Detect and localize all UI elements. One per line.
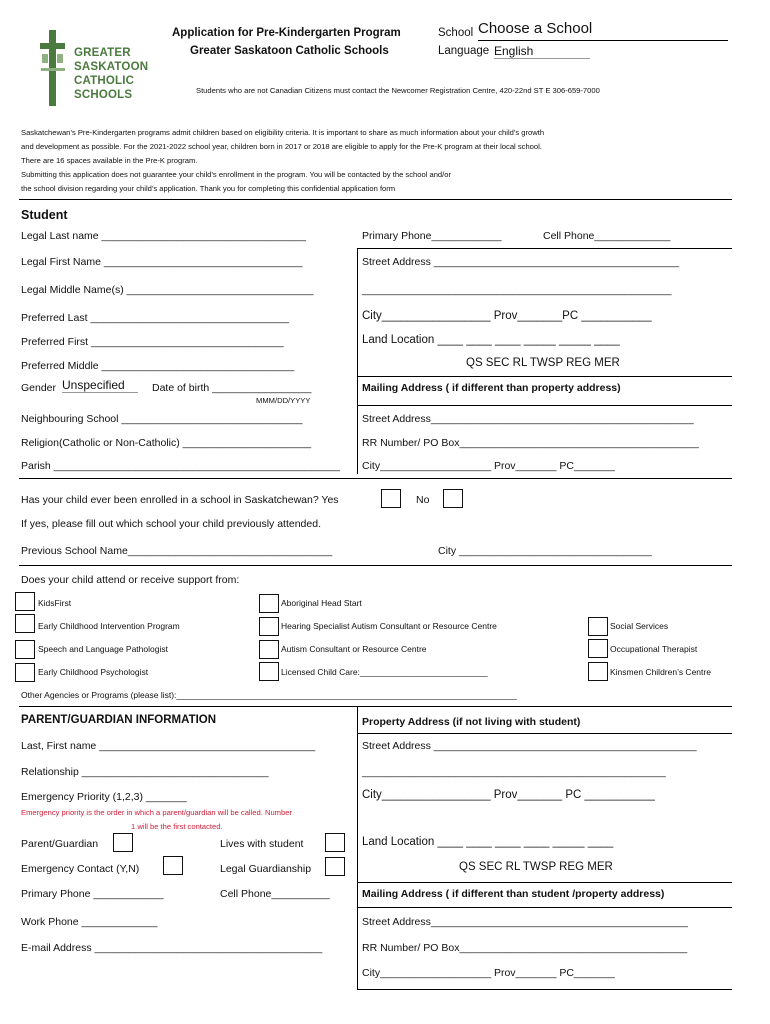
emergency-priority-field[interactable]: Emergency Priority (1,2,3) _______ — [21, 791, 187, 803]
occupational-therapist-checkbox[interactable] — [588, 639, 608, 658]
newcomer-note: Students who are not Canadian Citizens must contact the Newcomer Registration Centre, 420-22nd ST E 306-659-7000 — [196, 86, 600, 95]
divider — [19, 706, 732, 707]
divider — [357, 706, 358, 990]
enrolled-no-label: No — [416, 494, 430, 506]
enrolled-followup: If yes, please fill out which school your child previously attended. — [21, 518, 321, 530]
cell-phone-field[interactable]: Cell Phone_____________ — [543, 230, 671, 242]
licensed-child-care-field[interactable]: Licensed Child Care:___________________________ — [281, 667, 488, 677]
rr-number-field[interactable]: RR Number/ PO Box_________________________________________ — [362, 437, 699, 449]
logo-line: CATHOLIC — [74, 75, 135, 87]
enrolled-yes-checkbox[interactable] — [381, 489, 401, 508]
intro-paragraph — [21, 126, 544, 196]
legal-middle-name-field[interactable]: Legal Middle Name(s) ________________________________ — [21, 284, 314, 296]
date-of-birth-field[interactable]: Date of birth _________________ — [152, 382, 312, 394]
speech-language-checkbox[interactable] — [15, 640, 35, 659]
divider — [358, 376, 732, 377]
support-question: Does your child attend or receive support from: — [21, 574, 240, 586]
kidsfirst-checkbox[interactable] — [15, 592, 35, 611]
dob-format-hint: MMM/DD/YYYY — [256, 396, 311, 405]
preferred-middle-field[interactable]: Preferred Middle _________________________________ — [21, 360, 295, 372]
land-location-headers: QS SEC RL TWSP REG MER — [466, 357, 620, 369]
religion-field[interactable]: Religion(Catholic or Non-Catholic) ______________________ — [21, 437, 312, 449]
previous-city-field[interactable]: City _________________________________ — [438, 545, 652, 557]
social-services-checkbox[interactable] — [588, 617, 608, 636]
school-select[interactable] — [478, 20, 728, 41]
kidsfirst-label: KidsFirst — [38, 598, 72, 608]
school-logo — [38, 30, 149, 110]
divider — [358, 248, 732, 249]
divider — [358, 989, 732, 990]
occupational-therapist-label: Occupational Therapist — [610, 644, 698, 654]
divider — [19, 565, 732, 566]
school-label: School — [438, 27, 474, 39]
intro-line: the school division regarding your child’s application. Thank you for completing this confidential application form — [21, 184, 396, 193]
parent-guardian-checkbox[interactable] — [113, 833, 133, 852]
lives-with-checkbox[interactable] — [325, 833, 345, 852]
parent-land-location-field[interactable]: Land Location ____ ____ ____ ____ _____ ____ — [362, 836, 614, 848]
land-location-field[interactable]: Land Location ____ ____ ____ _____ _____ ____ — [362, 334, 620, 346]
parent-name-field[interactable]: Last, First name _____________________________________ — [21, 740, 316, 752]
divider — [358, 405, 732, 406]
divider — [19, 199, 732, 200]
divider — [358, 882, 732, 883]
mailing-city-field[interactable]: City___________________ Prov_______ PC_______ — [362, 460, 615, 472]
parent-heading: PARENT/GUARDIAN INFORMATION — [21, 714, 217, 726]
preferred-last-field[interactable]: Preferred Last __________________________________ — [21, 312, 289, 324]
speech-language-label: Speech and Language Pathologist — [38, 644, 168, 654]
street-address-line2[interactable]: _____________________________________________________ — [362, 284, 672, 296]
intro-line: There are 16 spaces available in the Pre-K program. — [21, 156, 198, 165]
divider — [358, 907, 732, 908]
mailing-street-field[interactable]: Street Address_____________________________________________ — [362, 413, 694, 425]
hearing-specialist-checkbox[interactable] — [259, 617, 279, 636]
email-field[interactable]: E-mail Address _______________________________________ — [21, 942, 323, 954]
work-phone-field[interactable]: Work Phone _____________ — [21, 916, 158, 928]
parent-guardian-label: Parent/Guardian — [21, 838, 99, 850]
gender-select[interactable] — [62, 376, 138, 393]
language-label: Language — [438, 45, 490, 57]
legal-guardianship-checkbox[interactable] — [325, 857, 345, 876]
legal-last-name-field[interactable]: Legal Last name ___________________________________ — [21, 230, 306, 242]
psychologist-label: Early Childhood Psychologist — [38, 667, 149, 677]
early-intervention-checkbox[interactable] — [15, 614, 35, 633]
parent-mail-street-field[interactable]: Street Address____________________________________________ — [362, 916, 688, 928]
psychologist-checkbox[interactable] — [15, 663, 35, 682]
parent-city-prov-pc-field[interactable]: City_________________ Prov_______ PC ___________ — [362, 789, 655, 801]
parent-rr-number-field[interactable]: RR Number/ PO Box_______________________________________ — [362, 942, 688, 954]
autism-consultant-label: Autism Consultant or Resource Centre — [281, 644, 427, 654]
primary-phone-field[interactable]: Primary Phone____________ — [362, 230, 502, 242]
school-select-value: Choose a School — [478, 20, 593, 37]
property-address-heading: Property Address (if not living with student) — [362, 716, 581, 728]
emergency-contact-label: Emergency Contact (Y,N) — [21, 863, 140, 875]
divider — [19, 478, 732, 479]
enrolled-no-checkbox[interactable] — [443, 489, 463, 508]
language-field[interactable] — [494, 42, 590, 59]
language-value: English — [494, 44, 534, 58]
intro-line: Saskatchewan’s Pre-Kindergarten programs admit children based on eligibility criteria. It is important to share as much information about your child’s growth — [21, 128, 545, 137]
parent-land-headers: QS SEC RL TWSP REG MER — [459, 861, 613, 873]
form-subtitle: Greater Saskatoon Catholic Schools — [190, 45, 389, 57]
cross-logo-icon — [38, 30, 68, 106]
logo-line: SASKATOON — [74, 61, 149, 73]
parent-mail-city-field[interactable]: City___________________ Prov_______ PC_______ — [362, 967, 615, 979]
priority-note: Emergency priority is the order in which a parent/guardian will be called. Number — [21, 808, 292, 817]
social-services-label: Social Services — [610, 621, 669, 631]
parent-street-line2[interactable]: ____________________________________________________ — [362, 766, 666, 778]
lives-with-label: Lives with student — [220, 838, 304, 850]
previous-school-field[interactable]: Previous School Name___________________________________ — [21, 545, 333, 557]
legal-guardianship-label: Legal Guardianship — [220, 863, 312, 875]
mailing-address-heading: Mailing Address ( if different than property address) — [362, 382, 621, 394]
logo-line: GREATER — [74, 47, 131, 59]
gender-label: Gender — [21, 382, 57, 394]
parent-street-field[interactable]: Street Address _____________________________________________ — [362, 740, 697, 752]
legal-first-name-field[interactable]: Legal First Name __________________________________ — [21, 256, 303, 268]
parish-field[interactable]: Parish _________________________________________________ — [21, 460, 340, 472]
street-address-field[interactable]: Street Address __________________________________________ — [362, 256, 680, 268]
parent-primary-phone-field[interactable]: Primary Phone ____________ — [21, 888, 164, 900]
licensed-child-care-checkbox[interactable] — [259, 662, 279, 681]
parent-cell-phone-field[interactable]: Cell Phone__________ — [220, 888, 330, 900]
preferred-first-field[interactable]: Preferred First _________________________________ — [21, 336, 284, 348]
relationship-field[interactable]: Relationship ________________________________ — [21, 766, 269, 778]
priority-note-cont: 1 will be the first contacted. — [131, 822, 223, 831]
neighbouring-school-field[interactable]: Neighbouring School _______________________________ — [21, 413, 303, 425]
intro-line: and development as possible. For the 2021-2022 school year, children born in 2017 or 2018 are eligible to apply for the Pre-K program at their local school. — [21, 142, 542, 151]
early-intervention-label: Early Childhood Intervention Program — [38, 621, 180, 631]
intro-line: Submitting this application does not guarantee your child’s enrollment in the program. You will be contacted by the school and/or — [21, 170, 452, 179]
other-agencies-field[interactable]: Other Agencies or Programs (please list):________________________________________________________________________ — [21, 690, 517, 700]
aboriginal-head-start-checkbox[interactable] — [259, 594, 279, 613]
parent-mailing-heading: Mailing Address ( if different than student /property address) — [362, 888, 665, 900]
gender-value: Unspecified — [62, 378, 125, 392]
divider — [358, 733, 732, 734]
aboriginal-head-start-label: Aboriginal Head Start — [281, 598, 362, 608]
emergency-contact-checkbox[interactable] — [163, 856, 183, 875]
student-heading: Student — [21, 208, 68, 222]
kinsmen-centre-checkbox[interactable] — [588, 662, 608, 681]
logo-line: SCHOOLS — [74, 89, 133, 101]
enrolled-question: Has your child ever been enrolled in a school in Saskatchewan? Yes — [21, 494, 339, 506]
hearing-specialist-label: Hearing Specialist Autism Consultant or Resource Centre — [281, 621, 497, 631]
divider — [357, 248, 358, 474]
city-prov-pc-field[interactable]: City_________________ Prov_______PC ___________ — [362, 310, 652, 322]
kinsmen-centre-label: Kinsmen Children’s Centre — [610, 667, 711, 677]
form-title: Application for Pre-Kindergarten Program — [172, 27, 401, 39]
autism-consultant-checkbox[interactable] — [259, 640, 279, 659]
